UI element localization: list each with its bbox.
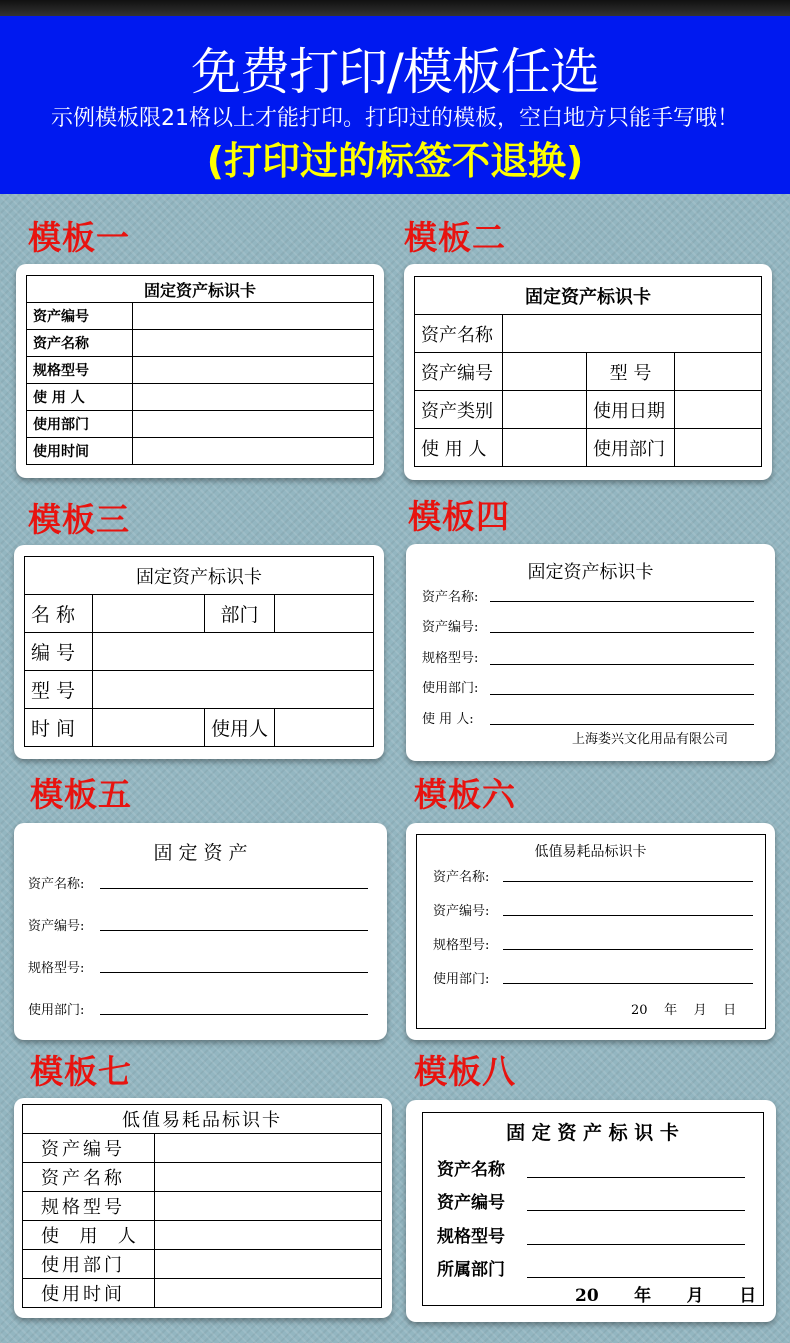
template-2-cell: 资产名称 (415, 315, 503, 353)
template-3-cell: 名 称 (25, 595, 93, 633)
template-4-field: 资产名称: (422, 590, 479, 605)
template-5-field: 规格型号: (28, 961, 85, 976)
template-3-card[interactable] (14, 545, 384, 759)
template-6-underline (503, 949, 753, 950)
template-2-cell: 资产类别 (415, 391, 503, 429)
template-7-row: 规格型号 (23, 1192, 155, 1221)
template-8-underline (527, 1244, 745, 1245)
template-4-company: 上海娄兴文化用品有限公司 (572, 732, 729, 747)
template-2-table (414, 276, 762, 467)
template-7-label: 模板七 (30, 1052, 132, 1091)
template-1-card[interactable] (16, 264, 384, 478)
template-8-title: 固 定 资 产 标 识 卡 (506, 1122, 679, 1144)
template-1-title: 固定资产标识卡 (27, 276, 374, 303)
template-5-label: 模板五 (30, 775, 132, 814)
template-4-card[interactable] (406, 544, 775, 761)
template-2-cell: 型 号 (587, 353, 675, 391)
template-5-field: 资产编号: (28, 919, 85, 934)
template-4-underline (490, 632, 754, 633)
template-8-frame (422, 1112, 764, 1306)
template-6-date: 20 年 月 日 (631, 1003, 737, 1018)
template-6-field: 使用部门: (433, 972, 490, 987)
template-8-underline (527, 1210, 745, 1211)
template-6-underline (503, 915, 753, 916)
template-3-cell: 编 号 (25, 633, 93, 671)
template-7-row: 资产名称 (23, 1163, 155, 1192)
template-6-field: 资产名称: (433, 870, 490, 885)
template-3-cell: 型 号 (25, 671, 93, 709)
template-5-card[interactable] (14, 823, 387, 1040)
template-5-field: 使用部门: (28, 1003, 85, 1018)
template-4-field: 资产编号: (422, 620, 479, 635)
template-3-label: 模板三 (28, 500, 130, 539)
template-6-field: 规格型号: (433, 938, 490, 953)
template-1-row: 使用部门 (27, 411, 133, 438)
template-1-row: 使用时间 (27, 438, 133, 465)
template-7-row: 使用时间 (23, 1279, 155, 1308)
template-8-underline (527, 1277, 745, 1278)
template-8-date: 20 年 月 日 (575, 1286, 757, 1306)
template-7-row: 使 用 人 (23, 1221, 155, 1250)
template-7-card[interactable] (14, 1098, 392, 1318)
template-3-cell: 部门 (205, 595, 275, 633)
template-4-field: 使 用 人: (422, 712, 474, 727)
template-8-field: 资产编号 (437, 1193, 505, 1213)
template-1-row: 资产编号 (27, 303, 133, 330)
template-5-title: 固 定 资 产 (153, 842, 248, 864)
template-4-underline (490, 694, 754, 695)
template-1-row: 规格型号 (27, 357, 133, 384)
template-4-underline (490, 601, 754, 602)
template-1-table (26, 275, 374, 465)
template-3-table (24, 556, 374, 747)
template-5-underline (100, 1014, 368, 1015)
template-8-label: 模板八 (414, 1052, 516, 1091)
template-7-row: 资产编号 (23, 1134, 155, 1163)
banner-title: 免费打印/模板任选 (191, 43, 599, 101)
template-6-title: 低值易耗品标识卡 (534, 844, 647, 860)
template-2-cell: 使用日期 (587, 391, 675, 429)
template-5-field: 资产名称: (28, 877, 85, 892)
template-4-label: 模板四 (408, 497, 510, 536)
template-2-card[interactable] (404, 264, 772, 480)
template-2-cell: 使 用 人 (415, 429, 503, 467)
template-7-table (22, 1104, 382, 1308)
template-2-label: 模板二 (404, 218, 506, 257)
template-5-underline (100, 888, 368, 889)
template-3-cell: 时 间 (25, 709, 93, 747)
template-1-label: 模板一 (28, 218, 130, 257)
template-8-field: 所属部门 (437, 1260, 505, 1280)
template-3-title: 固定资产标识卡 (25, 557, 374, 595)
banner (0, 16, 790, 194)
template-2-cell: 使用部门 (587, 429, 675, 467)
template-7-title: 低值易耗品标识卡 (23, 1105, 382, 1134)
template-4-field: 规格型号: (422, 651, 479, 666)
template-4-underline (490, 664, 754, 665)
banner-subtitle: 示例模板限21格以上才能打印。打印过的模板，空白地方只能手写哦！ (51, 106, 739, 131)
template-6-label: 模板六 (414, 775, 516, 814)
template-7-row: 使用部门 (23, 1250, 155, 1279)
template-5-underline (100, 972, 368, 973)
template-1-row: 资产名称 (27, 330, 133, 357)
template-3-cell: 使用人 (205, 709, 275, 747)
template-2-cell: 资产编号 (415, 353, 503, 391)
template-5-underline (100, 930, 368, 931)
template-6-frame (416, 834, 766, 1029)
template-6-field: 资产编号: (433, 904, 490, 919)
template-8-card[interactable] (406, 1100, 776, 1322)
template-8-field: 规格型号 (437, 1227, 505, 1247)
template-4-field: 使用部门: (422, 681, 479, 696)
template-4-underline (490, 724, 754, 725)
template-8-underline (527, 1177, 745, 1178)
template-2-title: 固定资产标识卡 (415, 277, 762, 315)
template-8-field: 资产名称 (437, 1160, 505, 1180)
banner-note: (打印过的标签不退换) (206, 139, 584, 183)
top-strip (0, 0, 790, 16)
template-4-title: 固定资产标识卡 (527, 562, 654, 583)
template-6-underline (503, 881, 753, 882)
template-6-card[interactable] (406, 823, 775, 1040)
template-1-row: 使 用 人 (27, 384, 133, 411)
template-6-underline (503, 983, 753, 984)
